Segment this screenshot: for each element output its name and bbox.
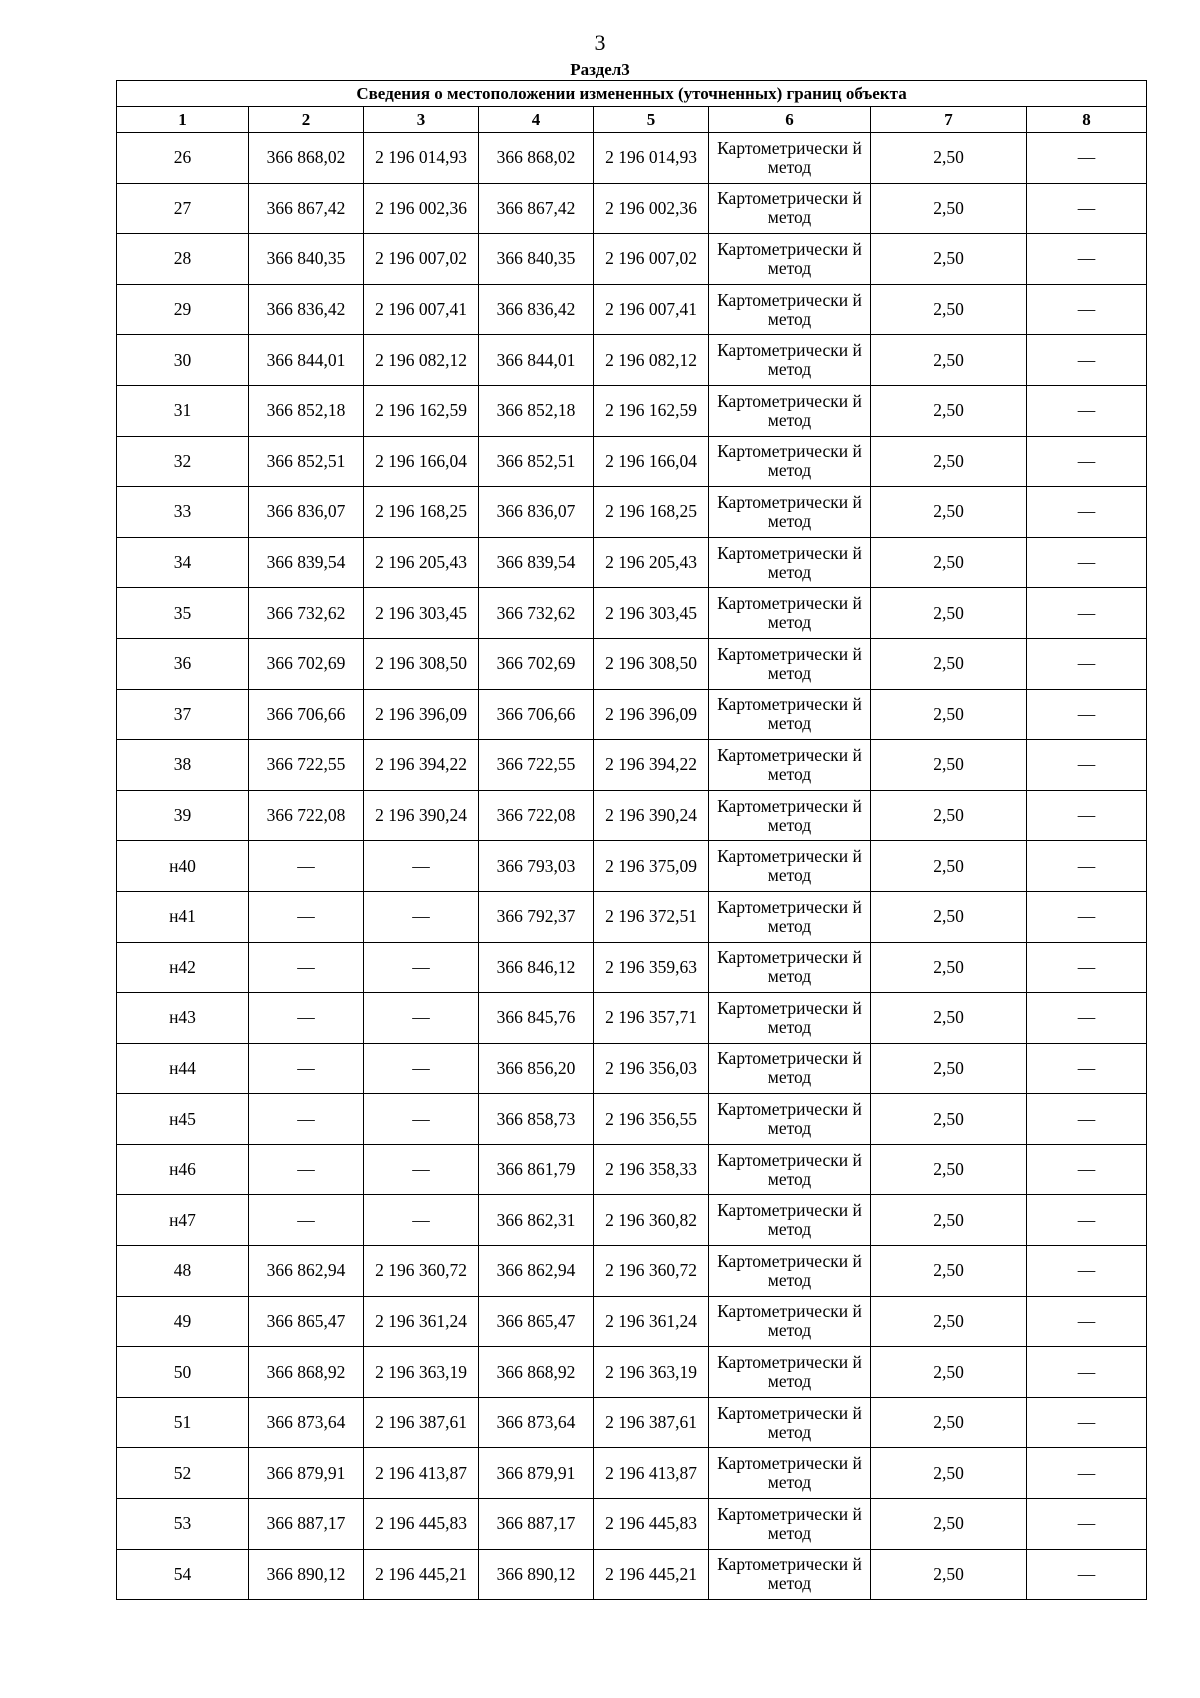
y-existing-cell: 2 196 002,36 (364, 183, 479, 234)
y-existing-cell: — (364, 1144, 479, 1195)
note-cell: — (1027, 133, 1147, 184)
y-existing-cell: 2 196 007,41 (364, 284, 479, 335)
x-refined-cell: 366 865,47 (479, 1296, 594, 1347)
note-cell: — (1027, 1397, 1147, 1448)
accuracy-cell: 2,50 (871, 1144, 1027, 1195)
point-number-cell: 51 (117, 1397, 249, 1448)
accuracy-cell: 2,50 (871, 1499, 1027, 1550)
x-existing-cell: 366 852,51 (249, 436, 364, 487)
method-cell: Картометрически й метод (709, 234, 871, 285)
point-number-cell: 54 (117, 1549, 249, 1600)
method-cell: Картометрически й метод (709, 891, 871, 942)
page-number: 3 (594, 30, 606, 55)
note-cell: — (1027, 1549, 1147, 1600)
accuracy-cell: 2,50 (871, 790, 1027, 841)
note-cell: — (1027, 335, 1147, 386)
note-cell: — (1027, 638, 1147, 689)
x-refined-cell: 366 862,94 (479, 1246, 594, 1297)
table-row (117, 1397, 1147, 1448)
table-row (117, 335, 1147, 386)
x-refined-cell: 366 890,12 (479, 1549, 594, 1600)
y-refined-cell: 2 196 413,87 (594, 1448, 709, 1499)
point-number-cell: 32 (117, 436, 249, 487)
table-row (117, 689, 1147, 740)
x-existing-cell: 366 840,35 (249, 234, 364, 285)
accuracy-cell: 2,50 (871, 335, 1027, 386)
method-cell: Картометрически й метод (709, 1499, 871, 1550)
method-cell: Картометрически й метод (709, 689, 871, 740)
x-existing-cell: 366 867,42 (249, 183, 364, 234)
note-cell: — (1027, 1043, 1147, 1094)
table-row (117, 537, 1147, 588)
accuracy-cell: 2,50 (871, 1195, 1027, 1246)
table-row (117, 1043, 1147, 1094)
y-refined-cell: 2 196 357,71 (594, 993, 709, 1044)
y-existing-cell: 2 196 308,50 (364, 638, 479, 689)
table-row (117, 740, 1147, 791)
note-cell: — (1027, 689, 1147, 740)
x-existing-cell: 366 844,01 (249, 335, 364, 386)
x-refined-cell: 366 861,79 (479, 1144, 594, 1195)
y-existing-cell: — (364, 841, 479, 892)
note-cell: — (1027, 284, 1147, 335)
table-row (117, 234, 1147, 285)
accuracy-cell: 2,50 (871, 638, 1027, 689)
accuracy-cell: 2,50 (871, 588, 1027, 639)
note-cell: — (1027, 790, 1147, 841)
x-refined-cell: 366 793,03 (479, 841, 594, 892)
x-existing-cell: 366 722,55 (249, 740, 364, 791)
table-row (117, 588, 1147, 639)
x-existing-cell: 366 702,69 (249, 638, 364, 689)
y-refined-cell: 2 196 396,09 (594, 689, 709, 740)
x-refined-cell: 366 862,31 (479, 1195, 594, 1246)
accuracy-cell: 2,50 (871, 133, 1027, 184)
method-cell: Картометрически й метод (709, 740, 871, 791)
y-refined-cell: 2 196 007,41 (594, 284, 709, 335)
y-existing-cell: — (364, 891, 479, 942)
method-cell: Картометрически й метод (709, 1296, 871, 1347)
table-row (117, 1094, 1147, 1145)
method-cell: Картометрически й метод (709, 1144, 871, 1195)
note-cell: — (1027, 1195, 1147, 1246)
accuracy-cell: 2,50 (871, 537, 1027, 588)
table-row (117, 1347, 1147, 1398)
point-number-cell: 39 (117, 790, 249, 841)
accuracy-cell: 2,50 (871, 1296, 1027, 1347)
accuracy-cell: 2,50 (871, 234, 1027, 285)
point-number-cell: н44 (117, 1043, 249, 1094)
y-refined-cell: 2 196 356,55 (594, 1094, 709, 1145)
note-cell: — (1027, 993, 1147, 1044)
accuracy-cell: 2,50 (871, 841, 1027, 892)
x-refined-cell: 366 839,54 (479, 537, 594, 588)
x-existing-cell: 366 722,08 (249, 790, 364, 841)
method-cell: Картометрически й метод (709, 183, 871, 234)
y-refined-cell: 2 196 358,33 (594, 1144, 709, 1195)
column-number: 5 (594, 107, 709, 133)
note-cell: — (1027, 588, 1147, 639)
y-existing-cell: — (364, 942, 479, 993)
column-number: 8 (1027, 107, 1147, 133)
x-refined-cell: 366 702,69 (479, 638, 594, 689)
table-row (117, 638, 1147, 689)
method-cell: Картометрически й метод (709, 1195, 871, 1246)
method-cell: Картометрически й метод (709, 1043, 871, 1094)
accuracy-cell: 2,50 (871, 1246, 1027, 1297)
y-refined-cell: 2 196 356,03 (594, 1043, 709, 1094)
y-refined-cell: 2 196 007,02 (594, 234, 709, 285)
x-refined-cell: 366 887,17 (479, 1499, 594, 1550)
method-cell: Картометрически й метод (709, 942, 871, 993)
method-cell: Картометрически й метод (709, 487, 871, 538)
note-cell: — (1027, 942, 1147, 993)
method-cell: Картометрически й метод (709, 1448, 871, 1499)
note-cell: — (1027, 740, 1147, 791)
column-number: 1 (117, 107, 249, 133)
accuracy-cell: 2,50 (871, 385, 1027, 436)
note-cell: — (1027, 1246, 1147, 1297)
point-number-cell: 38 (117, 740, 249, 791)
y-refined-cell: 2 196 308,50 (594, 638, 709, 689)
x-refined-cell: 366 840,35 (479, 234, 594, 285)
table-row (117, 284, 1147, 335)
coordinates-table (116, 80, 1147, 1600)
x-refined-cell: 366 836,07 (479, 487, 594, 538)
y-existing-cell: 2 196 014,93 (364, 133, 479, 184)
y-existing-cell: 2 196 168,25 (364, 487, 479, 538)
y-existing-cell: 2 196 390,24 (364, 790, 479, 841)
y-existing-cell: — (364, 1094, 479, 1145)
note-cell: — (1027, 183, 1147, 234)
point-number-cell: н46 (117, 1144, 249, 1195)
x-existing-cell: — (249, 891, 364, 942)
x-existing-cell: — (249, 942, 364, 993)
x-refined-cell: 366 858,73 (479, 1094, 594, 1145)
note-cell: — (1027, 537, 1147, 588)
x-existing-cell: 366 879,91 (249, 1448, 364, 1499)
x-refined-cell: 366 873,64 (479, 1397, 594, 1448)
point-number-cell: 49 (117, 1296, 249, 1347)
method-cell: Картометрически й метод (709, 284, 871, 335)
accuracy-cell: 2,50 (871, 1094, 1027, 1145)
point-number-cell: н47 (117, 1195, 249, 1246)
y-refined-cell: 2 196 303,45 (594, 588, 709, 639)
y-refined-cell: 2 196 205,43 (594, 537, 709, 588)
table-row (117, 891, 1147, 942)
x-existing-cell: — (249, 1144, 364, 1195)
note-cell: — (1027, 1499, 1147, 1550)
y-refined-cell: 2 196 168,25 (594, 487, 709, 538)
point-number-cell: 28 (117, 234, 249, 285)
note-cell: — (1027, 487, 1147, 538)
accuracy-cell: 2,50 (871, 1043, 1027, 1094)
y-refined-cell: 2 196 372,51 (594, 891, 709, 942)
y-existing-cell: 2 196 166,04 (364, 436, 479, 487)
note-cell: — (1027, 234, 1147, 285)
table-row (117, 183, 1147, 234)
x-existing-cell: — (249, 1043, 364, 1094)
note-cell: — (1027, 1448, 1147, 1499)
note-cell: — (1027, 1144, 1147, 1195)
method-cell: Картометрически й метод (709, 1397, 871, 1448)
accuracy-cell: 2,50 (871, 740, 1027, 791)
y-existing-cell: 2 196 445,83 (364, 1499, 479, 1550)
note-cell: — (1027, 385, 1147, 436)
x-existing-cell: 366 868,02 (249, 133, 364, 184)
point-number-cell: 52 (117, 1448, 249, 1499)
x-existing-cell: 366 862,94 (249, 1246, 364, 1297)
y-existing-cell: 2 196 082,12 (364, 335, 479, 386)
accuracy-cell: 2,50 (871, 891, 1027, 942)
note-cell: — (1027, 891, 1147, 942)
y-existing-cell: 2 196 361,24 (364, 1296, 479, 1347)
x-existing-cell: 366 839,54 (249, 537, 364, 588)
point-number-cell: 26 (117, 133, 249, 184)
table-row (117, 841, 1147, 892)
x-existing-cell: 366 868,92 (249, 1347, 364, 1398)
accuracy-cell: 2,50 (871, 284, 1027, 335)
method-cell: Картометрически й метод (709, 841, 871, 892)
x-refined-cell: 366 706,66 (479, 689, 594, 740)
note-cell: — (1027, 436, 1147, 487)
y-existing-cell: 2 196 360,72 (364, 1246, 479, 1297)
point-number-cell: 29 (117, 284, 249, 335)
point-number-cell: 37 (117, 689, 249, 740)
table-row (117, 487, 1147, 538)
method-cell: Картометрически й метод (709, 335, 871, 386)
table-caption: Сведения о местоположении измененных (уточненных) границ объекта (117, 81, 1147, 107)
y-existing-cell: — (364, 1195, 479, 1246)
table-row (117, 790, 1147, 841)
method-cell: Картометрически й метод (709, 993, 871, 1044)
y-existing-cell: 2 196 413,87 (364, 1448, 479, 1499)
y-existing-cell: 2 196 387,61 (364, 1397, 479, 1448)
y-refined-cell: 2 196 014,93 (594, 133, 709, 184)
y-existing-cell: — (364, 993, 479, 1044)
x-existing-cell: 366 852,18 (249, 385, 364, 436)
table-row (117, 1246, 1147, 1297)
table-row (117, 1499, 1147, 1550)
point-number-cell: 33 (117, 487, 249, 538)
method-cell: Картометрически й метод (709, 1246, 871, 1297)
x-existing-cell: 366 732,62 (249, 588, 364, 639)
y-refined-cell: 2 196 166,04 (594, 436, 709, 487)
x-refined-cell: 366 867,42 (479, 183, 594, 234)
y-existing-cell: 2 196 363,19 (364, 1347, 479, 1398)
accuracy-cell: 2,50 (871, 487, 1027, 538)
table-row (117, 1195, 1147, 1246)
table-row (117, 1448, 1147, 1499)
point-number-cell: 48 (117, 1246, 249, 1297)
column-number: 6 (709, 107, 871, 133)
x-existing-cell: 366 890,12 (249, 1549, 364, 1600)
y-refined-cell: 2 196 361,24 (594, 1296, 709, 1347)
method-cell: Картометрически й метод (709, 638, 871, 689)
accuracy-cell: 2,50 (871, 689, 1027, 740)
x-refined-cell: 366 852,18 (479, 385, 594, 436)
table-row (117, 1549, 1147, 1600)
x-refined-cell: 366 722,55 (479, 740, 594, 791)
method-cell: Картометрически й метод (709, 790, 871, 841)
point-number-cell: н45 (117, 1094, 249, 1145)
y-existing-cell: 2 196 162,59 (364, 385, 479, 436)
x-refined-cell: 366 792,37 (479, 891, 594, 942)
x-existing-cell: 366 836,42 (249, 284, 364, 335)
table-row (117, 1296, 1147, 1347)
column-number: 2 (249, 107, 364, 133)
accuracy-cell: 2,50 (871, 942, 1027, 993)
y-refined-cell: 2 196 360,72 (594, 1246, 709, 1297)
point-number-cell: н41 (117, 891, 249, 942)
y-refined-cell: 2 196 445,83 (594, 1499, 709, 1550)
column-number: 7 (871, 107, 1027, 133)
table-row (117, 942, 1147, 993)
point-number-cell: 27 (117, 183, 249, 234)
method-cell: Картометрически й метод (709, 588, 871, 639)
accuracy-cell: 2,50 (871, 183, 1027, 234)
point-number-cell: 34 (117, 537, 249, 588)
y-refined-cell: 2 196 445,21 (594, 1549, 709, 1600)
x-existing-cell: 366 873,64 (249, 1397, 364, 1448)
y-existing-cell: — (364, 1043, 479, 1094)
y-existing-cell: 2 196 303,45 (364, 588, 479, 639)
accuracy-cell: 2,50 (871, 1448, 1027, 1499)
y-existing-cell: 2 196 396,09 (364, 689, 479, 740)
table-row (117, 133, 1147, 184)
x-refined-cell: 366 844,01 (479, 335, 594, 386)
point-number-cell: 53 (117, 1499, 249, 1550)
y-refined-cell: 2 196 390,24 (594, 790, 709, 841)
x-refined-cell: 366 868,02 (479, 133, 594, 184)
x-refined-cell: 366 845,76 (479, 993, 594, 1044)
x-existing-cell: 366 887,17 (249, 1499, 364, 1550)
x-refined-cell: 366 868,92 (479, 1347, 594, 1398)
y-existing-cell: 2 196 007,02 (364, 234, 479, 285)
column-number: 3 (364, 107, 479, 133)
y-refined-cell: 2 196 002,36 (594, 183, 709, 234)
section-title: Раздел3 (570, 60, 630, 79)
y-existing-cell: 2 196 394,22 (364, 740, 479, 791)
x-existing-cell: — (249, 1094, 364, 1145)
accuracy-cell: 2,50 (871, 1347, 1027, 1398)
table-row (117, 385, 1147, 436)
point-number-cell: 35 (117, 588, 249, 639)
y-refined-cell: 2 196 162,59 (594, 385, 709, 436)
y-refined-cell: 2 196 394,22 (594, 740, 709, 791)
point-number-cell: н43 (117, 993, 249, 1044)
y-existing-cell: 2 196 445,21 (364, 1549, 479, 1600)
method-cell: Картометрически й метод (709, 436, 871, 487)
table-row (117, 993, 1147, 1044)
x-refined-cell: 366 846,12 (479, 942, 594, 993)
table-row (117, 1144, 1147, 1195)
y-refined-cell: 2 196 387,61 (594, 1397, 709, 1448)
y-refined-cell: 2 196 375,09 (594, 841, 709, 892)
method-cell: Картометрически й метод (709, 537, 871, 588)
accuracy-cell: 2,50 (871, 993, 1027, 1044)
y-refined-cell: 2 196 360,82 (594, 1195, 709, 1246)
x-existing-cell: — (249, 841, 364, 892)
note-cell: — (1027, 841, 1147, 892)
note-cell: — (1027, 1094, 1147, 1145)
method-cell: Картометрически й метод (709, 1347, 871, 1398)
x-refined-cell: 366 856,20 (479, 1043, 594, 1094)
y-existing-cell: 2 196 205,43 (364, 537, 479, 588)
point-number-cell: 50 (117, 1347, 249, 1398)
x-existing-cell: 366 865,47 (249, 1296, 364, 1347)
x-refined-cell: 366 732,62 (479, 588, 594, 639)
method-cell: Картометрически й метод (709, 133, 871, 184)
x-refined-cell: 366 722,08 (479, 790, 594, 841)
method-cell: Картометрически й метод (709, 1549, 871, 1600)
accuracy-cell: 2,50 (871, 1397, 1027, 1448)
point-number-cell: н42 (117, 942, 249, 993)
point-number-cell: 36 (117, 638, 249, 689)
point-number-cell: 30 (117, 335, 249, 386)
x-existing-cell: — (249, 1195, 364, 1246)
point-number-cell: 31 (117, 385, 249, 436)
column-number-row (117, 107, 1147, 133)
method-cell: Картометрически й метод (709, 1094, 871, 1145)
method-cell: Картометрически й метод (709, 385, 871, 436)
note-cell: — (1027, 1347, 1147, 1398)
note-cell: — (1027, 1296, 1147, 1347)
x-existing-cell: — (249, 993, 364, 1044)
column-number: 4 (479, 107, 594, 133)
x-refined-cell: 366 836,42 (479, 284, 594, 335)
point-number-cell: н40 (117, 841, 249, 892)
accuracy-cell: 2,50 (871, 1549, 1027, 1600)
x-refined-cell: 366 852,51 (479, 436, 594, 487)
y-refined-cell: 2 196 359,63 (594, 942, 709, 993)
x-existing-cell: 366 836,07 (249, 487, 364, 538)
x-refined-cell: 366 879,91 (479, 1448, 594, 1499)
y-refined-cell: 2 196 082,12 (594, 335, 709, 386)
table-row (117, 436, 1147, 487)
x-existing-cell: 366 706,66 (249, 689, 364, 740)
accuracy-cell: 2,50 (871, 436, 1027, 487)
y-refined-cell: 2 196 363,19 (594, 1347, 709, 1398)
